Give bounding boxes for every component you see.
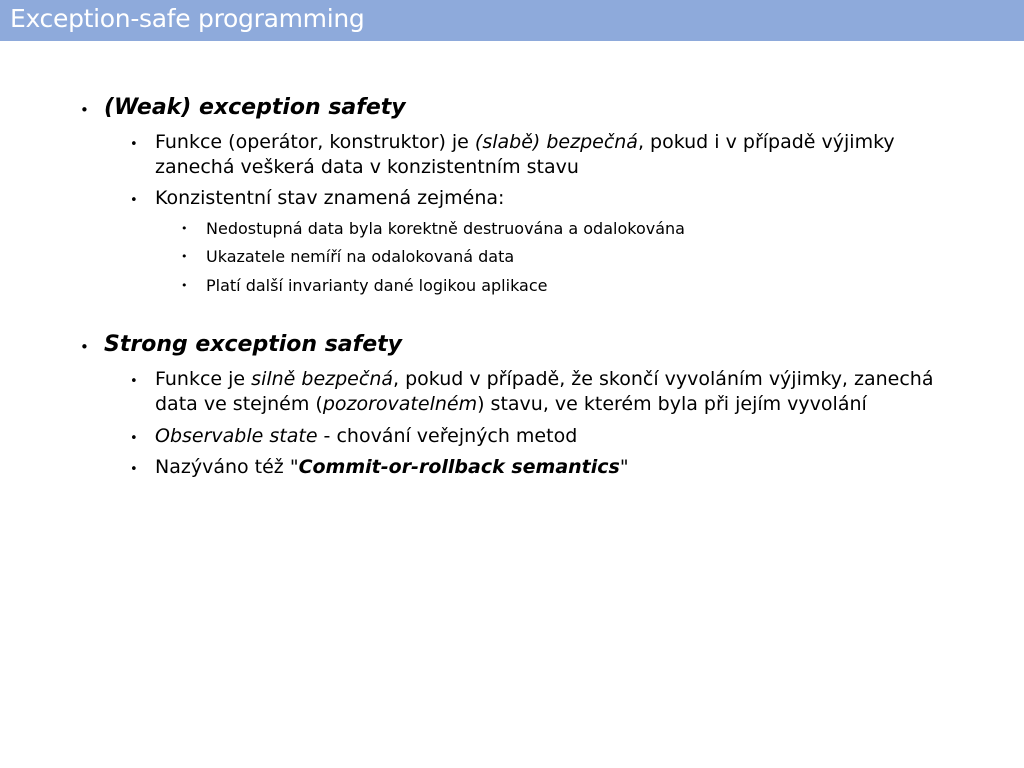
- bullet-level2: •: [130, 193, 138, 208]
- bullet-level3: •: [181, 222, 188, 235]
- strong-item-1: [155, 368, 934, 390]
- bullet-level2: •: [130, 462, 138, 477]
- bullet-level2: •: [130, 431, 138, 446]
- strong-item-2-rest: - chování veřejných metod: [317, 425, 578, 447]
- strong-item-1-continuation: [155, 393, 867, 415]
- bullet-level2: •: [130, 137, 138, 152]
- strong-item-1-cont-emph: pozorovatelném: [322, 393, 478, 415]
- strong-item-1-part3: , pokud v případě, že skončí vyvoláním výjimky, zanechá: [393, 368, 934, 390]
- strong-item-2-emph: Observable state: [155, 425, 318, 447]
- bullet-level1: •: [80, 101, 89, 119]
- weak-subitem-2: Ukazatele nemíří na odalokovaná data: [206, 247, 515, 266]
- slide-title-bar: [0, 0, 1024, 41]
- strong-item-1-emph: silně bezpečná: [251, 368, 394, 390]
- strong-item-2: [155, 425, 577, 447]
- weak-item-2: Konzistentní stav znamená zejména:: [155, 187, 505, 209]
- section-heading-strong: Strong exception safety: [104, 332, 402, 357]
- strong-item-1-cont3: ) stavu, ve kterém byla při jejím vyvolání: [477, 393, 867, 415]
- bullet-level2: •: [130, 374, 138, 389]
- weak-item-1: [155, 131, 895, 153]
- weak-item-1-part3: , pokud i v případě výjimky: [637, 131, 895, 153]
- strong-item-3-part3: ": [619, 456, 629, 478]
- weak-subitem-1: Nedostupná data byla korektně destruována a odalokována: [206, 219, 685, 238]
- weak-item-1-emph: (slabě) bezpečná: [474, 131, 638, 153]
- bullet-level3: •: [181, 250, 188, 263]
- weak-item-1-part1: Funkce (operátor, konstruktor) je: [155, 131, 475, 153]
- weak-item-1-continuation: zanechá veškerá data v konzistentním stavu: [155, 156, 579, 178]
- weak-subitem-3: Platí další invarianty dané logikou aplikace: [206, 276, 548, 295]
- strong-item-3: [155, 456, 629, 478]
- strong-item-1-cont1: data ve stejném (: [155, 393, 323, 415]
- strong-item-3-emph: Commit-or-rollback semantics: [298, 456, 620, 478]
- bullet-level1: •: [80, 338, 89, 356]
- strong-item-3-part1: Nazýváno též ": [155, 456, 299, 478]
- section-heading-weak: (Weak) exception safety: [104, 95, 406, 120]
- strong-item-1-part1: Funkce je: [155, 368, 252, 390]
- slide-title: Exception-safe programming: [10, 4, 365, 33]
- bullet-level3: •: [181, 279, 188, 292]
